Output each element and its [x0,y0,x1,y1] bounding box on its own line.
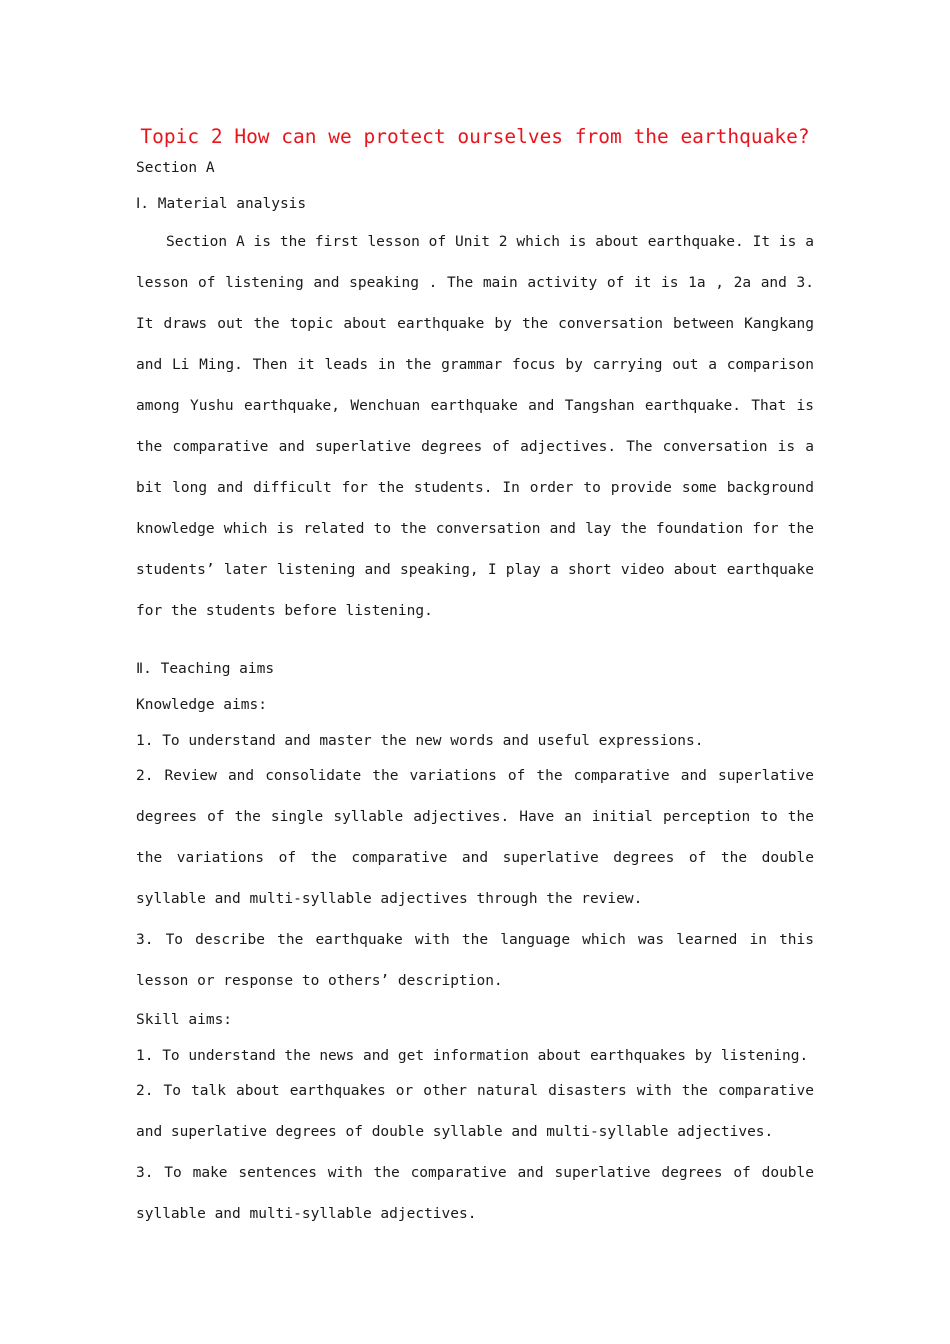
knowledge-aims-heading: Knowledge aims: [136,697,267,713]
skill-aim-item: 3. To make sentences with the comparative and superlative degrees of double syllable and multi-syllable adjectives. [136,1165,814,1222]
knowledge-aim-item: 3. To describe the earthquake with the language which was learned in this lesson or response to others’ description. [136,932,814,989]
section-label: Section A [136,160,215,176]
skill-aim-item: 2. To talk about earthquakes or other natural disasters with the comparative and superlative degrees of double syllable and multi-syllable adjectives. [136,1083,814,1140]
material-analysis-paragraph: Section A is the first lesson of Unit 2 which is about earthquake. It is a lesson of listening and speaking . The main activity of it is 1a , 2a and 3. It draws out the topic about earthquake by the conversation between Kangkang and Li Ming. Then it leads in the grammar focus by carrying out a comparison among Yushu earthquake, Wenchuan earthquake and Tangshan earthquake. That is the comparative and superlative degrees of adjectives. The conversation is a bit long and difficult for the students. In order to provide some background knowledge which is related to the conversation and lay the foundation for the students’ later listening and speaking, I play a short video about earthquake for the students before listening. [136,234,814,619]
knowledge-aim-item: 2. Review and consolidate the variations of the comparative and superlative degrees of the single syllable adjectives. Have an initial perception to the the variations of the comparative and superlative degrees of the double syllable and multi-syllable adjectives through the review. [136,768,814,907]
material-analysis-heading: Ⅰ. Material analysis [136,196,307,212]
skill-aim-item: 1. To understand the news and get information about earthquakes by listening. [136,1048,809,1064]
document-page [136,122,814,1235]
document-title: Topic 2 How can we protect ourselves from the earthquake? [140,125,810,148]
teaching-aims-heading: Ⅱ. Teaching aims [136,661,275,677]
knowledge-aim-item: 1. To understand and master the new words and useful expressions. [136,733,704,749]
skill-aims-heading: Skill aims: [136,1012,233,1028]
section-spacer [136,632,814,651]
